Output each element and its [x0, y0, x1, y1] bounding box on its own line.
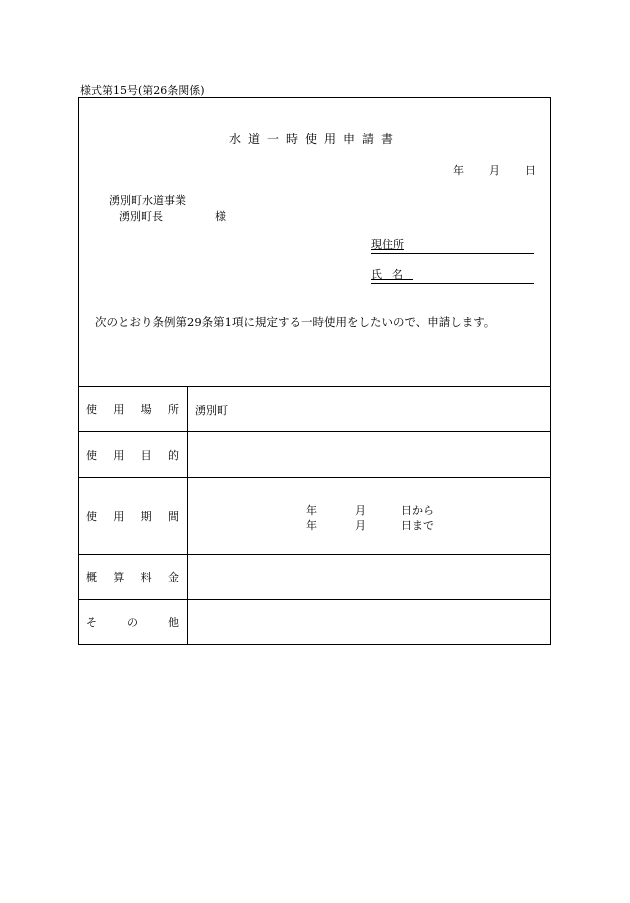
- table-row-other: [79, 599, 550, 644]
- addressee-honorific: 様: [215, 210, 226, 223]
- row-label-estimated-fee: [79, 555, 188, 599]
- applicant-address-label: 現住所: [371, 238, 404, 251]
- label-char: 的: [167, 448, 179, 462]
- label-char: 他: [168, 616, 179, 629]
- date-year-label: 年: [453, 164, 464, 177]
- label-char: 概: [86, 571, 97, 584]
- application-form: [78, 97, 551, 645]
- table-row-estimated-fee: [79, 554, 550, 599]
- table-row-location: [79, 386, 550, 431]
- addressee-line2: 湧別町長: [119, 210, 163, 223]
- applicant-name-field[interactable]: [371, 266, 534, 284]
- row-label-period: [79, 478, 188, 554]
- applicant-address-field[interactable]: [371, 236, 534, 254]
- period-from-day: 日から: [401, 504, 434, 517]
- date-month-label: 月: [489, 164, 500, 177]
- period-from-month: 月: [355, 504, 366, 517]
- form-number: 様式第15号(第26条関係): [80, 84, 205, 97]
- label-char: 期: [140, 510, 152, 523]
- label-char: 使: [86, 403, 97, 416]
- period-to-month: 月: [355, 519, 366, 532]
- label-char: の: [127, 616, 138, 629]
- details-table: [79, 386, 550, 644]
- label-char: そ: [86, 616, 97, 629]
- row-label-purpose: [79, 432, 188, 477]
- label-char: 場: [140, 403, 152, 416]
- label-char: 用: [113, 448, 125, 462]
- label-char: 金: [167, 571, 179, 584]
- date-day-label: 日: [525, 164, 536, 177]
- row-label-other: [79, 600, 188, 644]
- label-char: 料: [140, 571, 152, 584]
- period-to-year: 年: [306, 519, 317, 532]
- period-from-year: 年: [306, 504, 317, 517]
- table-row-purpose: [79, 431, 550, 477]
- location-value[interactable]: 湧別町: [195, 404, 228, 417]
- form-title: 水道一時使用申請書: [228, 132, 400, 146]
- label-char: 算: [113, 571, 125, 584]
- application-statement: 次のとおり条例第29条第1項に規定する一時使用をしたいので、申請します。: [95, 315, 496, 329]
- label-char: 所: [167, 403, 179, 416]
- label-char: 使: [86, 510, 97, 523]
- period-to-day: 日まで: [401, 519, 434, 532]
- label-char: 用: [113, 510, 125, 523]
- label-char: 用: [113, 403, 125, 416]
- label-char: 間: [167, 510, 179, 523]
- label-char: 目: [140, 448, 152, 462]
- row-label-location: [79, 387, 188, 431]
- label-char: 使: [86, 448, 97, 462]
- table-row-period: [79, 477, 550, 554]
- addressee-line1: 湧別町水道事業: [109, 194, 186, 207]
- applicant-name-label: 氏名: [371, 268, 413, 281]
